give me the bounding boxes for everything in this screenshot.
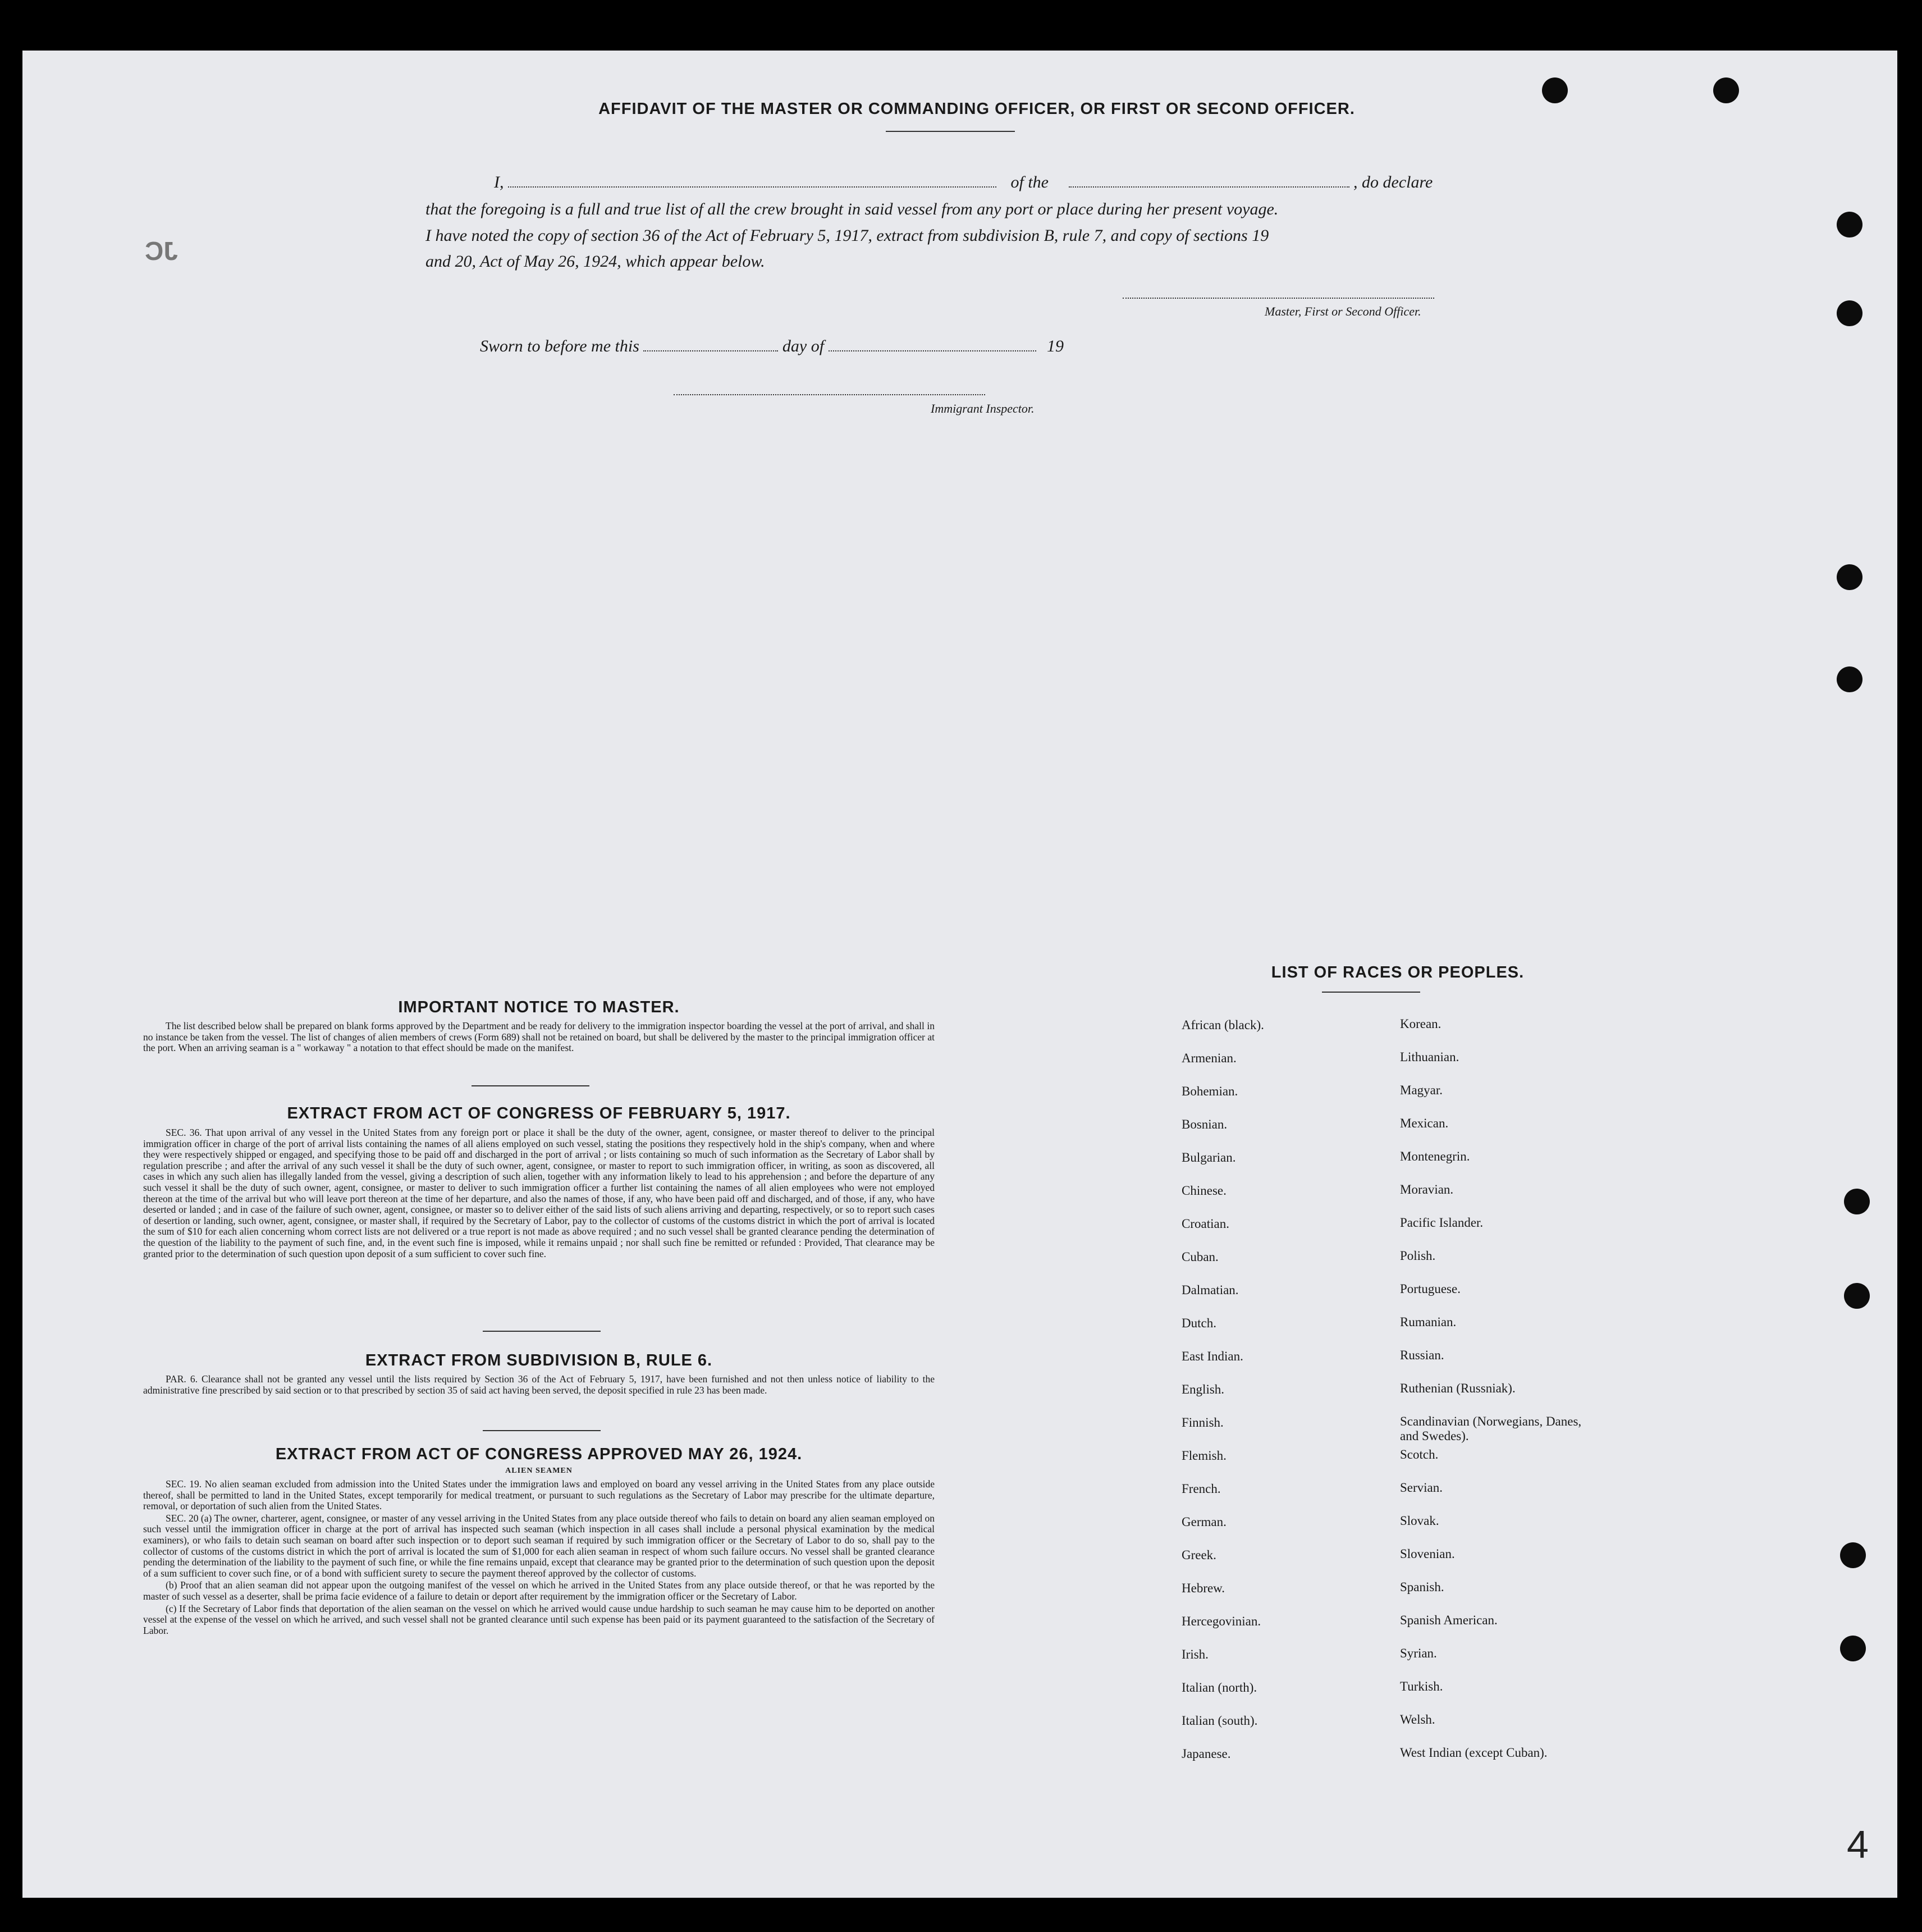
punch-hole xyxy=(1844,1189,1870,1214)
race-item: Korean. xyxy=(1400,1017,1442,1031)
section-rule xyxy=(472,1085,589,1086)
section-36-paragraph: SEC. 36. That upon arrival of any vessel in the United States from any foreign port or place it shall be the duty of the owner, agent, consignee, or master thereof to deliver to the principal immigration officer in charge of the port of arrival lists containing the names of all aliens employed on such vessel, stating the positions they respectively hold in the ship's company, when and where they were respectively shipped or engaged, and specifying those to be paid off and discharged in the port of arrival ; or lists containing so much of such information as the Secretary of Labor shall by regulation prescribe ; and after the arrival of any such vessel it shall be the duty of such owner, agent, consignee, or master to report to such immigration officer, in writing, as soon as discovered, all cases in which any such alien has illegally landed from the vessel, giving a description of such alien, together with any information likely to lead to his apprehension ; and before the departure of any such vessel it shall be the duty of such owner, agent, consignee, or master to deliver to such immigration officer a further list containing the names of all alien employees who were not employed thereon at the time of the arrival but who will leave port thereon at the time of her departure, and also the names of those, if any, who have been paid off and discharged, and of those, if any, who have deserted or landed ; and in case of the failure of such owner, agent, consignee, or master so to deliver either of the said lists of such aliens arriving and departing, respectively, or so to report such cases of desertion or landing, such owner, agent, consignee, or master shall, if required by the Secretary of Labor, pay to the collector of customs of the customs district in which the port of arrival is located the sum of $10 for each alien concerning whom correct lists are not delivered or a true report is not made as above required ; and no such vessel shall be granted clearance pending the determination of the question of the liability to the payment of such fine, and, in the event such fine is imposed, while it remains unpaid ; nor shall such fine be remitted or refunded : Provided, That clearance may be granted prior to the determination of such question upon deposit of a sum sufficient to cover such fine. xyxy=(143,1127,935,1259)
race-item: Syrian. xyxy=(1400,1646,1437,1660)
declaration-line-1 xyxy=(494,173,1433,192)
race-item: Welsh. xyxy=(1400,1712,1435,1727)
extract-1917-text xyxy=(143,1127,935,1260)
inspector-signature-line[interactable] xyxy=(674,394,985,395)
race-item: Polish. xyxy=(1400,1249,1436,1263)
sec-20a-paragraph: SEC. 20 (a) The owner, charterer, agent, consignee, or master of any vessel arriving in the United States from any place outside thereof who fails to detain on board any alien seaman employed on such vessel until the immigration officer in charge at the port of arrival has inspected such seaman (which inspection in all cases shall include a personal physical examination by the medical examiners), or who fails to detain such seaman on board after such inspection or to deport such seaman if required by such immigration officer or the Secretary of Labor to do so, shall pay to the collector of customs of the customs district in which the port of arrival is located the sum of $1,000 for each alien seaman in respect of whom such failure occurs. No vessel shall be granted clearance pending the determination of the liability to the payment of such fine, or while the fine remains unpaid, except that clearance may be granted prior to the determination of such question upon the deposit of a sum sufficient to cover such fine, or of a bond with sufficient surety to secure the payment thereof approved by the collector of customs. xyxy=(143,1512,935,1579)
race-item: East Indian. xyxy=(1182,1349,1243,1363)
race-item: Japanese. xyxy=(1182,1747,1231,1761)
race-item: Slovak. xyxy=(1400,1514,1439,1528)
race-item: Portuguese. xyxy=(1400,1282,1461,1296)
race-item: Moravian. xyxy=(1400,1182,1454,1196)
punch-hole xyxy=(1713,77,1739,103)
sworn-day-field[interactable] xyxy=(643,350,778,351)
race-item: French. xyxy=(1182,1482,1221,1496)
race-item: Cuban. xyxy=(1182,1250,1219,1264)
sworn-month-field[interactable] xyxy=(829,350,1036,351)
notice-paragraph: The list described below shall be prepared on blank forms approved by the Department and be ready for delivery to the immigration inspector boarding the vessel at the port of arrival, and shall in no instance be taken from the vessel. The list of changes of alien members of crews (Form 689) shall not be retained on board, but shall be delivered by the master to the principal immigration officer at the port. When an arriving seaman is a " workaway " a notation to that effect should be made on the manifest. xyxy=(143,1020,935,1054)
day-of-label: day of xyxy=(782,337,825,355)
race-item: Bosnian. xyxy=(1182,1117,1228,1131)
extract-1917-title: EXTRACT FROM ACT OF CONGRESS OF FEBRUARY 5, 1917. xyxy=(287,1104,791,1122)
race-item: Chinese. xyxy=(1182,1184,1227,1198)
sworn-line xyxy=(480,337,1064,356)
corner-mark: 4 xyxy=(1847,1823,1869,1866)
declare-label: , do declare xyxy=(1353,173,1433,191)
race-item: Turkish. xyxy=(1400,1679,1443,1693)
of-the-label: of the xyxy=(1010,173,1049,191)
extract-1924-title: EXTRACT FROM ACT OF CONGRESS APPROVED MAY 26, 1924. xyxy=(275,1445,803,1463)
punch-hole xyxy=(1840,1636,1866,1661)
race-item: Armenian. xyxy=(1182,1051,1237,1065)
race-item: Montenegrin. xyxy=(1400,1149,1470,1163)
races-title: LIST OF RACES OR PEOPLES. xyxy=(1271,963,1525,981)
race-item: Spanish American. xyxy=(1400,1613,1498,1627)
punch-hole xyxy=(1837,212,1862,237)
race-item: Finnish. xyxy=(1182,1415,1224,1429)
vessel-name-field[interactable] xyxy=(1069,186,1349,188)
alien-seamen-subtitle: ALIEN SEAMEN xyxy=(505,1467,573,1475)
race-item: Italian (north). xyxy=(1182,1680,1257,1695)
declarant-name-field[interactable] xyxy=(508,186,996,188)
notice-text xyxy=(143,1021,935,1055)
race-item: Slovenian. xyxy=(1400,1547,1455,1561)
races-title-rule xyxy=(1322,992,1420,993)
race-item: Ruthenian (Russniak). xyxy=(1400,1381,1516,1395)
punch-hole xyxy=(1844,1283,1870,1309)
sec-20c-paragraph: (c) If the Secretary of Labor finds that deportation of the alien seaman on the vessel on which he arrived would cause undue hardship to such seaman he may cause him to be deported on another vessel at the expense of the vessel on which he arrived, and such vessel shall not be granted clearance until such expense has been paid or its payment guaranteed to the satisfaction of the Secretary of Labor. xyxy=(143,1602,935,1636)
sec-20b-paragraph: (b) Proof that an alien seaman did not appear upon the outgoing manifest of the vessel on which he arrived in the United States from any place outside thereof, or that he was reported by the master of such vessel as a deserter, shall be prima facie evidence of a failure to detain or deport after requirement by the immigration officer or the Secretary of Labor. xyxy=(143,1579,935,1602)
race-item: Irish. xyxy=(1182,1647,1209,1661)
race-item: West Indian (except Cuban). xyxy=(1400,1746,1548,1760)
punch-hole xyxy=(1542,77,1568,103)
inspector-label: Immigrant Inspector. xyxy=(931,401,1035,415)
race-item: Hercegovinian. xyxy=(1182,1614,1261,1628)
section-rule xyxy=(483,1430,601,1431)
race-item: African (black). xyxy=(1182,1018,1264,1032)
title-rule xyxy=(886,131,1015,132)
race-item: Italian (south). xyxy=(1182,1714,1258,1728)
race-item: Scandinavian (Norwegians, Danes, and Swedes). xyxy=(1400,1414,1582,1443)
race-item: Flemish. xyxy=(1182,1449,1227,1463)
race-item: German. xyxy=(1182,1515,1227,1529)
affidavit-title: AFFIDAVIT OF THE MASTER OR COMMANDING OFFICER, OR FIRST OR SECOND OFFICER. xyxy=(598,100,1355,118)
race-item: Mexican. xyxy=(1400,1116,1449,1130)
race-item: Dutch. xyxy=(1182,1316,1216,1330)
race-item: English. xyxy=(1182,1382,1225,1396)
declaration-line-2: that the foregoing is a full and true list of all the crew brought in said vessel from any port or place during her present voyage. xyxy=(425,200,1279,218)
faint-stamp: JC xyxy=(145,236,178,266)
race-item: Croatian. xyxy=(1182,1217,1229,1231)
race-item: Spanish. xyxy=(1400,1580,1444,1594)
document-page xyxy=(22,51,1897,1898)
extract-1924-text xyxy=(143,1479,935,1637)
signature-line[interactable] xyxy=(1123,298,1434,299)
punch-hole xyxy=(1840,1542,1866,1568)
punch-hole xyxy=(1837,300,1862,326)
declaration-line-3: I have noted the copy of section 36 of the Act of February 5, 1917, extract from subdivision B, rule 7, and copy of sections 19 xyxy=(425,226,1269,245)
race-item: Greek. xyxy=(1182,1548,1216,1562)
punch-hole xyxy=(1837,564,1862,590)
declarant-prefix: I, xyxy=(494,173,504,191)
subdivision-b-text xyxy=(143,1374,935,1397)
race-item: Pacific Islander. xyxy=(1400,1216,1484,1230)
year-label: 19 xyxy=(1047,337,1064,355)
race-item: Rumanian. xyxy=(1400,1315,1457,1329)
race-item: Servian. xyxy=(1400,1481,1443,1495)
race-item: Russian. xyxy=(1400,1348,1444,1362)
race-item: Lithuanian. xyxy=(1400,1050,1459,1064)
sworn-label: Sworn to before me this xyxy=(480,337,639,355)
race-item: Bohemian. xyxy=(1182,1084,1238,1098)
race-item: Magyar. xyxy=(1400,1083,1443,1097)
par-6-paragraph: PAR. 6. Clearance shall not be granted any vessel until the lists required by Section 36 of the Act of February 5, 1917, have been furnished and not then unless notice of liability to the administrative fine prescribed by said section or to that prescribed by section 35 of said act having been served, the deposit specified in rule 23 has been made. xyxy=(143,1373,935,1396)
section-rule xyxy=(483,1331,601,1332)
race-item: Scotch. xyxy=(1400,1447,1439,1461)
declaration-line-4: and 20, Act of May 26, 1924, which appear below. xyxy=(425,252,765,271)
race-item: Bulgarian. xyxy=(1182,1150,1236,1164)
signer-label: Master, First or Second Officer. xyxy=(1265,304,1421,318)
punch-hole xyxy=(1837,666,1862,692)
race-item: Dalmatian. xyxy=(1182,1283,1239,1297)
sec-19-paragraph: SEC. 19. No alien seaman excluded from admission into the United States under the immigration laws and employed on board any vessel arriving in the United States from any place outside thereof, shall be permitted to land in the United States, except temporarily for medical treatment, or pursuant to such regulations as the Secretary of Labor may prescribe for the ultimate departure, removal, or deportation of such alien from the United States. xyxy=(143,1478,935,1512)
subdivision-b-title: EXTRACT FROM SUBDIVISION B, RULE 6. xyxy=(365,1351,713,1369)
race-item: Hebrew. xyxy=(1182,1581,1225,1595)
notice-title: IMPORTANT NOTICE TO MASTER. xyxy=(398,998,680,1016)
